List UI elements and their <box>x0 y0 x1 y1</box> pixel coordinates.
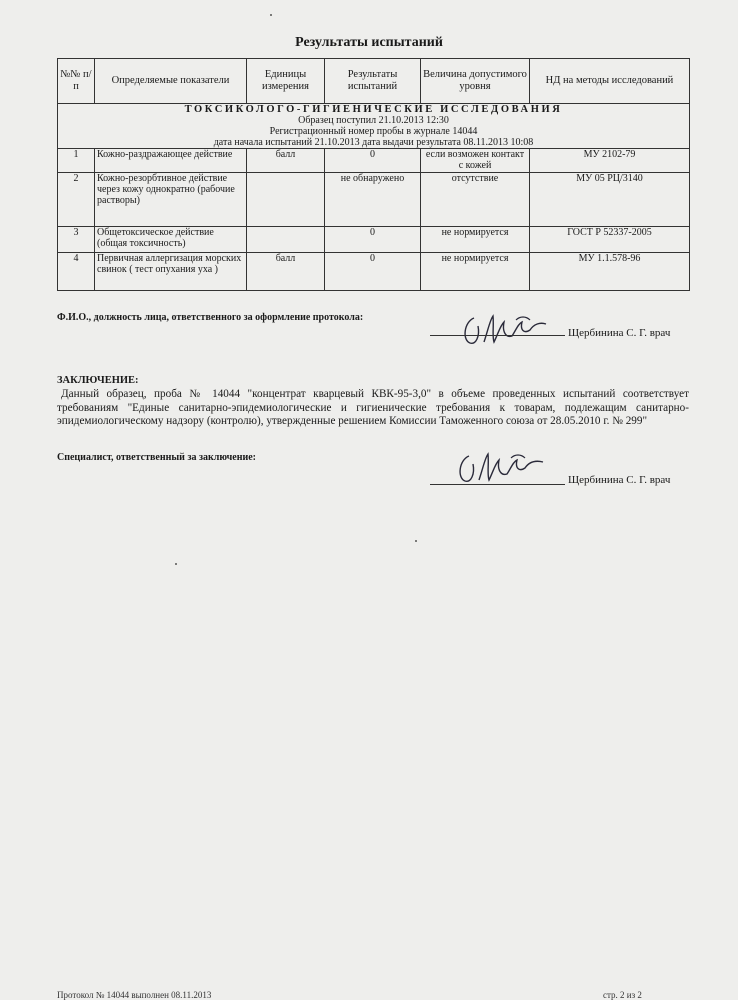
scan-speck <box>270 14 272 16</box>
row-result: 0 <box>325 227 421 253</box>
sample-received: Образец поступил 21.10.2013 12:30 <box>298 115 449 126</box>
responsible-label: Ф.И.О., должность лица, ответственного за оформление протокола: <box>57 312 364 323</box>
row-method: МУ 05 РЦ/3140 <box>530 173 690 227</box>
row-result: не обнаружено <box>325 173 421 227</box>
row-num: 1 <box>58 149 95 173</box>
row-num: 3 <box>58 227 95 253</box>
table-row <box>58 227 690 253</box>
row-unit <box>247 173 325 227</box>
section-row <box>58 104 690 149</box>
scan-speck <box>415 540 417 542</box>
row-method: МУ 1.1.578-96 <box>530 253 690 291</box>
row-result: 0 <box>325 253 421 291</box>
table-header-row <box>58 59 690 104</box>
conclusion-text: Данный образец, проба № 14044 "концентрат кварцевый КВК-95-3,0" в объеме проведенных испытаний соответствует требованиям "Единые санитарно-эпидемиологические и гигиенические требования к товарам, подлежащим санитарно-эпидемиологическому надзору (контролю), утвержденные решением Комиссии Таможенного союза от 28.05.2010 г. № 299" <box>57 388 689 428</box>
row-num: 4 <box>58 253 95 291</box>
specialist-label: Специалист, ответственный за заключение: <box>57 452 256 463</box>
row-method: МУ 2102-79 <box>530 149 690 173</box>
footer-page-number: стр. 2 из 2 <box>603 990 642 1000</box>
conclusion-title: ЗАКЛЮЧЕНИЕ: <box>57 375 139 386</box>
row-indicator: Кожно-раздражающее действие <box>95 149 247 173</box>
row-indicator: Общетоксическое действие (общая токсичность) <box>95 227 247 253</box>
header-num: №№ п/п <box>58 59 95 104</box>
row-unit: балл <box>247 253 325 291</box>
section-cell <box>58 104 690 149</box>
row-method: ГОСТ Р 52337-2005 <box>530 227 690 253</box>
row-limit: если возможен контакт с кожей <box>421 149 530 173</box>
row-limit: не нормируется <box>421 253 530 291</box>
signature-line-responsible <box>430 335 565 336</box>
signature-specialist <box>455 450 567 486</box>
header-indicator: Определяемые показатели <box>95 59 247 104</box>
header-unit: Единицы измерения <box>247 59 325 104</box>
row-unit: балл <box>247 149 325 173</box>
test-dates: дата начала испытаний 21.10.2013 дата выдачи результата 08.11.2013 10:08 <box>213 137 534 148</box>
signature-line-specialist <box>430 484 565 485</box>
signature-responsible <box>460 312 570 348</box>
footer-protocol: Протокол № 14044 выполнен 08.11.2013 <box>57 990 212 1000</box>
row-limit: отсутствие <box>421 173 530 227</box>
row-indicator: Первичная аллергизация морских свинок ( тест опухания уха ) <box>95 253 247 291</box>
row-limit: не нормируется <box>421 227 530 253</box>
row-num: 2 <box>58 173 95 227</box>
table-row <box>58 173 690 227</box>
header-result: Результаты испытаний <box>325 59 421 104</box>
specialist-name: Щербинина С. Г. врач <box>568 474 671 486</box>
row-indicator: Кожно-резорбтивное действие через кожу однократно (рабочие растворы) <box>95 173 247 227</box>
results-table <box>57 58 690 291</box>
table-row <box>58 253 690 291</box>
row-result: 0 <box>325 149 421 173</box>
header-limit: Величина допустимого уровня <box>421 59 530 104</box>
section-heading: ТОКСИКОЛОГО-ГИГИЕНИЧЕСКИЕ ИССЛЕДОВАНИЯ <box>184 104 563 115</box>
responsible-name: Щербинина С. Г. врач <box>568 327 671 339</box>
header-method: НД на методы исследований <box>530 59 690 104</box>
table-row <box>58 149 690 173</box>
row-unit <box>247 227 325 253</box>
page-title: Результаты испытаний <box>295 35 443 50</box>
scan-speck <box>175 563 177 565</box>
registration-number: Регистрационный номер пробы в журнале 14044 <box>269 126 478 137</box>
